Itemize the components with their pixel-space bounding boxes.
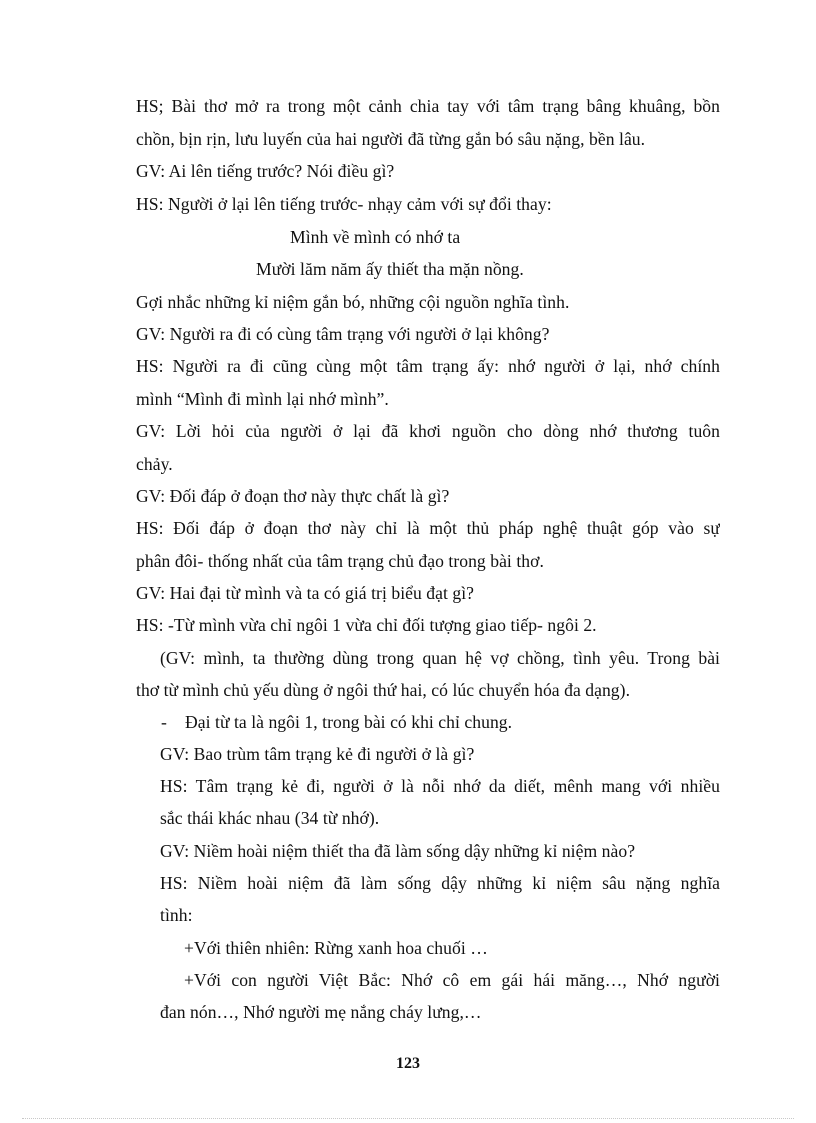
text-line-12: chảy.	[136, 454, 173, 474]
text-line-26: tình:	[160, 905, 193, 925]
text-line-10: mình “Mình đi mình lại nhớ mình”.	[136, 389, 389, 409]
text-line-28: +Với con người Việt Bắc: Nhớ cô em gái hái măng…, Nhớ người	[184, 970, 720, 990]
poem-line-1: Mình về mình có nhớ ta	[290, 227, 461, 247]
bullet-dash: -	[161, 712, 167, 732]
text-line-15: phân đôi- thống nhất của tâm trạng chủ đạo trong bài thơ.	[136, 551, 544, 571]
text-line-9: HS: Người ra đi cũng cùng một tâm trạng ấy: nhớ người ở lại, nhớ chính	[136, 356, 720, 376]
text-line-1: HS; Bài thơ mở ra trong một cảnh chia tay với tâm trạng bâng khuâng, bồn	[136, 96, 720, 116]
text-line-14: HS: Đối đáp ở đoạn thơ này chỉ là một thủ pháp nghệ thuật góp vào sự	[136, 518, 720, 538]
text-line-16: GV: Hai đại từ mình và ta có giá trị biểu đạt gì?	[136, 583, 475, 603]
text-line-3: GV: Ai lên tiếng trước? Nói điều gì?	[136, 161, 395, 181]
text-line-18: (GV: mình, ta thường dùng trong quan hệ vợ chồng, tình yêu. Trong bài	[160, 648, 720, 668]
text-line-7: Gợi nhắc những kỉ niệm gắn bó, những cội nguồn nghĩa tình.	[136, 292, 570, 312]
text-line-17: HS: -Từ mình vừa chỉ ngôi 1 vừa chỉ đối tượng giao tiếp- ngôi 2.	[136, 615, 597, 635]
text-line-8: GV: Người ra đi có cùng tâm trạng với người ở lại không?	[136, 324, 550, 344]
text-line-13: GV: Đối đáp ở đoạn thơ này thực chất là gì?	[136, 486, 450, 506]
text-line-4: HS: Người ở lại lên tiếng trước- nhạy cảm với sự đổi thay:	[136, 194, 552, 214]
footer-divider	[22, 1118, 794, 1119]
text-line-27: +Với thiên nhiên: Rừng xanh hoa chuối …	[184, 938, 488, 958]
text-line-19: thơ từ mình chủ yếu dùng ở ngôi thứ hai, có lúc chuyển hóa đa dạng).	[136, 680, 631, 700]
text-line-11: GV: Lời hỏi của người ở lại đã khơi nguồn cho dòng nhớ thương tuôn	[136, 421, 720, 441]
bullet-item-text: Đại từ ta là ngôi 1, trong bài có khi chỉ chung.	[185, 712, 513, 732]
page-number: 123	[396, 1055, 420, 1072]
poem-line-2: Mười lăm năm ấy thiết tha mặn nồng.	[256, 259, 524, 279]
text-line-22: HS: Tâm trạng kẻ đi, người ở là nỗi nhớ da diết, mênh mang với nhiều	[160, 776, 720, 796]
text-line-23: sắc thái khác nhau (34 từ nhớ).	[160, 808, 380, 828]
text-line-21: GV: Bao trùm tâm trạng kẻ đi người ở là gì?	[160, 744, 475, 764]
text-line-25: HS: Niềm hoài niệm đã làm sống dậy những kỉ niệm sâu nặng nghĩa	[160, 873, 720, 893]
text-line-2: chồn, bịn rịn, lưu luyến của hai người đã từng gắn bó sâu nặng, bền lâu.	[136, 129, 646, 149]
text-line-24: GV: Niềm hoài niệm thiết tha đã làm sống dậy những kỉ niệm nào?	[160, 841, 636, 861]
text-line-29: đan nón…, Nhớ người mẹ nắng cháy lưng,…	[160, 1002, 482, 1022]
